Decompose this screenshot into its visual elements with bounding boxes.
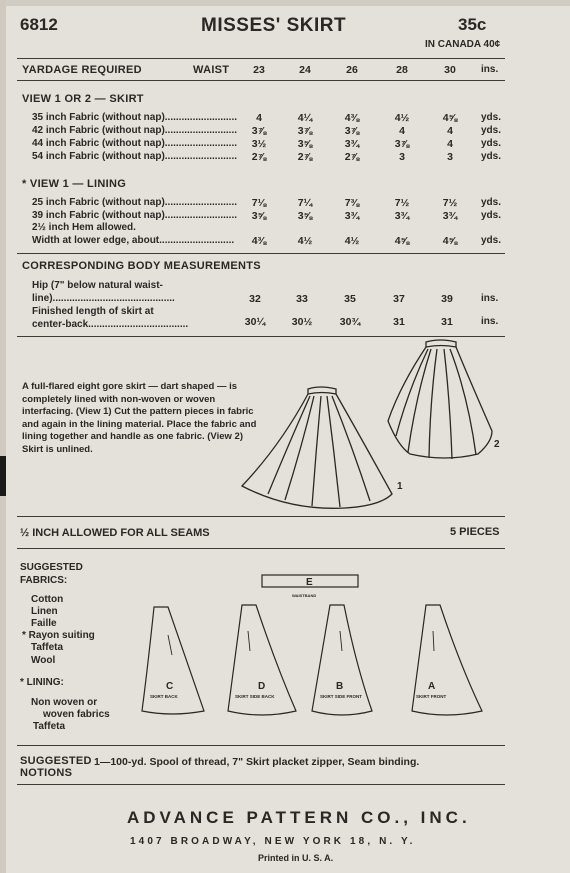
pieces-count: 5 PIECES <box>450 526 500 538</box>
size-header: 26 <box>346 64 358 76</box>
yardage-unit: yds. <box>481 125 502 136</box>
yardage-value: 2⅞ <box>344 151 360 163</box>
measurement-unit: ins. <box>481 293 499 304</box>
size-header: 23 <box>253 64 265 76</box>
yardage-value: 3⅝ <box>297 210 313 222</box>
piece-name: SKIRT SIDE BACK <box>235 694 275 699</box>
yardage-value: 3¾ <box>344 138 360 150</box>
divider <box>17 58 505 59</box>
measurement-value: 39 <box>441 293 453 305</box>
divider <box>17 516 505 517</box>
measurement-value: 30¼ <box>244 316 266 328</box>
description: A full-flared eight gore skirt — dart shaped — is completely lined with non-woven or woven interfacing. (View 1) Cut the pattern pieces in fabric and again in the lining material. Place the fabric and lining together and handle as one fabric. (View 2) Skirt is unlined. <box>22 381 257 455</box>
fabric-item: Wool <box>31 655 56 666</box>
fabrics-heading: FABRICS: <box>20 575 68 586</box>
yardage-value: 3⅞ <box>344 125 360 137</box>
pattern-title: MISSES' SKIRT <box>201 15 347 36</box>
canada-price: IN CANADA 40¢ <box>425 39 501 50</box>
yardage-unit: yds. <box>481 235 502 246</box>
yardage-value: 4⅝ <box>394 235 410 247</box>
yardage-value: 4 <box>447 138 453 150</box>
yardage-value: 4½ <box>344 235 360 247</box>
yardage-row-label: 42 inch Fabric (without nap).......................... <box>32 125 238 136</box>
piece-letter: A <box>428 681 436 692</box>
yardage-value: 4½ <box>394 112 410 124</box>
view-1-skirt-drawing <box>242 387 392 508</box>
piece-letter: C <box>166 681 174 692</box>
piece-name: SKIRT FRONT <box>416 694 447 699</box>
fabric-item: * Rayon suiting <box>22 630 95 641</box>
measurement-value: 30½ <box>291 316 313 328</box>
view-2-label: 2 <box>494 439 500 450</box>
measurement-label: line)............................................ <box>32 293 175 304</box>
hem-note: 2½ inch Hem allowed. <box>32 222 136 233</box>
measurement-value: 35 <box>344 293 356 305</box>
printed-in: Printed in U. S. A. <box>258 853 334 863</box>
piece-letter: D <box>258 681 266 692</box>
yardage-unit: yds. <box>481 197 502 208</box>
seam-allowance: ½ INCH ALLOWED FOR ALL SEAMS <box>20 527 210 539</box>
divider <box>17 253 505 254</box>
yardage-value: 4¼ <box>297 112 313 124</box>
torn-edge <box>0 456 6 496</box>
measurement-value: 31 <box>441 316 453 328</box>
pattern-pieces-diagram <box>130 565 500 725</box>
view-1-label: 1 <box>397 481 403 492</box>
piece-name: WAISTBAND <box>292 593 317 598</box>
piece-name: SKIRT SIDE FRONT <box>320 694 363 699</box>
yardage-row-label: 25 inch Fabric (without nap).......................... <box>32 197 238 208</box>
size-header: 28 <box>396 64 408 76</box>
yardage-value: 3½ <box>251 138 267 150</box>
yardage-value: 3⅝ <box>251 210 267 222</box>
yardage-row-label: 35 inch Fabric (without nap).......................... <box>32 112 238 123</box>
measurement-value: 33 <box>296 293 308 305</box>
yardage-heading: YARDAGE REQUIRED <box>22 64 142 76</box>
yardage-value: 7½ <box>394 197 410 209</box>
yardage-row-label: 44 inch Fabric (without nap).......................... <box>32 138 238 149</box>
yardage-value: 4⅝ <box>442 112 458 124</box>
yardage-row-label: 54 inch Fabric (without nap).......................... <box>32 151 238 162</box>
notions-heading: SUGGESTED <box>20 755 92 767</box>
yardage-value: 4 <box>256 112 262 124</box>
notions-text: 1—100-yd. Spool of thread, 7" Skirt placket zipper, Seam binding. <box>94 756 420 768</box>
size-header: 24 <box>299 64 311 76</box>
yardage-value: 3⅝ <box>297 138 313 150</box>
yardage-value: 3⅞ <box>297 125 313 137</box>
yardage-unit: yds. <box>481 210 502 221</box>
divider <box>17 80 505 81</box>
measurement-value: 32 <box>249 293 261 305</box>
divider <box>17 548 505 549</box>
measurement-label: center-back.................................... <box>32 319 189 330</box>
body-measurements-heading: CORRESPONDING BODY MEASUREMENTS <box>22 260 261 272</box>
fabrics-heading: SUGGESTED <box>20 562 83 573</box>
measurement-unit: ins. <box>481 316 499 327</box>
measurement-value: 30¾ <box>339 316 361 328</box>
fabric-item: Linen <box>31 606 58 617</box>
measurement-label: Hip (7" below natural waist- <box>32 280 163 291</box>
yardage-value: 4⅝ <box>442 235 458 247</box>
size-header: 30 <box>444 64 456 76</box>
yardage-value: 7½ <box>442 197 458 209</box>
size-unit: ins. <box>481 64 499 75</box>
yardage-unit: yds. <box>481 138 502 149</box>
yardage-value: 7¼ <box>297 197 313 209</box>
yardage-value: 7⅜ <box>344 197 360 209</box>
fabric-item: Faille <box>31 618 57 629</box>
yardage-value: 2⅞ <box>251 151 267 163</box>
lining-heading: * LINING: <box>20 677 64 688</box>
yardage-row-label: 39 inch Fabric (without nap).......................... <box>32 210 238 221</box>
yardage-value: 4⅜ <box>344 112 360 124</box>
yardage-value: 3¾ <box>442 210 458 222</box>
pattern-number: 6812 <box>20 15 58 34</box>
yardage-value: 7⅛ <box>251 197 267 209</box>
piece-letter: B <box>336 681 344 692</box>
yardage-value: 2⅞ <box>297 151 313 163</box>
divider <box>17 784 505 785</box>
view-2-skirt-drawing <box>388 340 492 459</box>
yardage-row-label: Width at lower edge, about........................... <box>32 235 235 246</box>
company-address: 1407 BROADWAY, NEW YORK 18, N. Y. <box>130 836 416 847</box>
measurement-value: 31 <box>393 316 405 328</box>
yardage-value: 4 <box>447 125 453 137</box>
yardage-unit: yds. <box>481 151 502 162</box>
company-name: ADVANCE PATTERN CO., INC. <box>127 808 471 827</box>
yardage-value: 3 <box>399 151 405 163</box>
measurement-label: Finished length of skirt at <box>32 306 154 317</box>
paper-edge-left <box>0 0 6 873</box>
notions-heading: NOTIONS <box>20 767 73 779</box>
paper-edge-top <box>0 0 570 6</box>
section-heading-skirt: VIEW 1 OR 2 — SKIRT <box>22 93 144 105</box>
waist-label: WAIST <box>193 64 230 76</box>
lining-item: Non woven or <box>31 697 98 708</box>
lining-item: Taffeta <box>33 721 66 732</box>
measurement-value: 37 <box>393 293 405 305</box>
fabric-item: Taffeta <box>31 642 64 653</box>
yardage-value: 4½ <box>297 235 313 247</box>
yardage-value: 3¾ <box>394 210 410 222</box>
lining-item: woven fabrics <box>43 709 110 720</box>
yardage-value: 3⅞ <box>251 125 267 137</box>
yardage-value: 3¾ <box>344 210 360 222</box>
yardage-unit: yds. <box>481 112 502 123</box>
yardage-value: 3 <box>447 151 453 163</box>
yardage-value: 3⅞ <box>394 138 410 150</box>
divider <box>17 745 505 746</box>
section-heading-lining: * VIEW 1 — LINING <box>22 178 127 190</box>
piece-letter: E <box>306 577 313 588</box>
yardage-value: 4 <box>399 125 405 137</box>
price: 35c <box>458 15 487 34</box>
fabric-item: Cotton <box>31 594 64 605</box>
yardage-value: 4⅜ <box>251 235 267 247</box>
piece-name: SKIRT BACK <box>150 694 178 699</box>
skirt-illustrations <box>230 336 510 512</box>
